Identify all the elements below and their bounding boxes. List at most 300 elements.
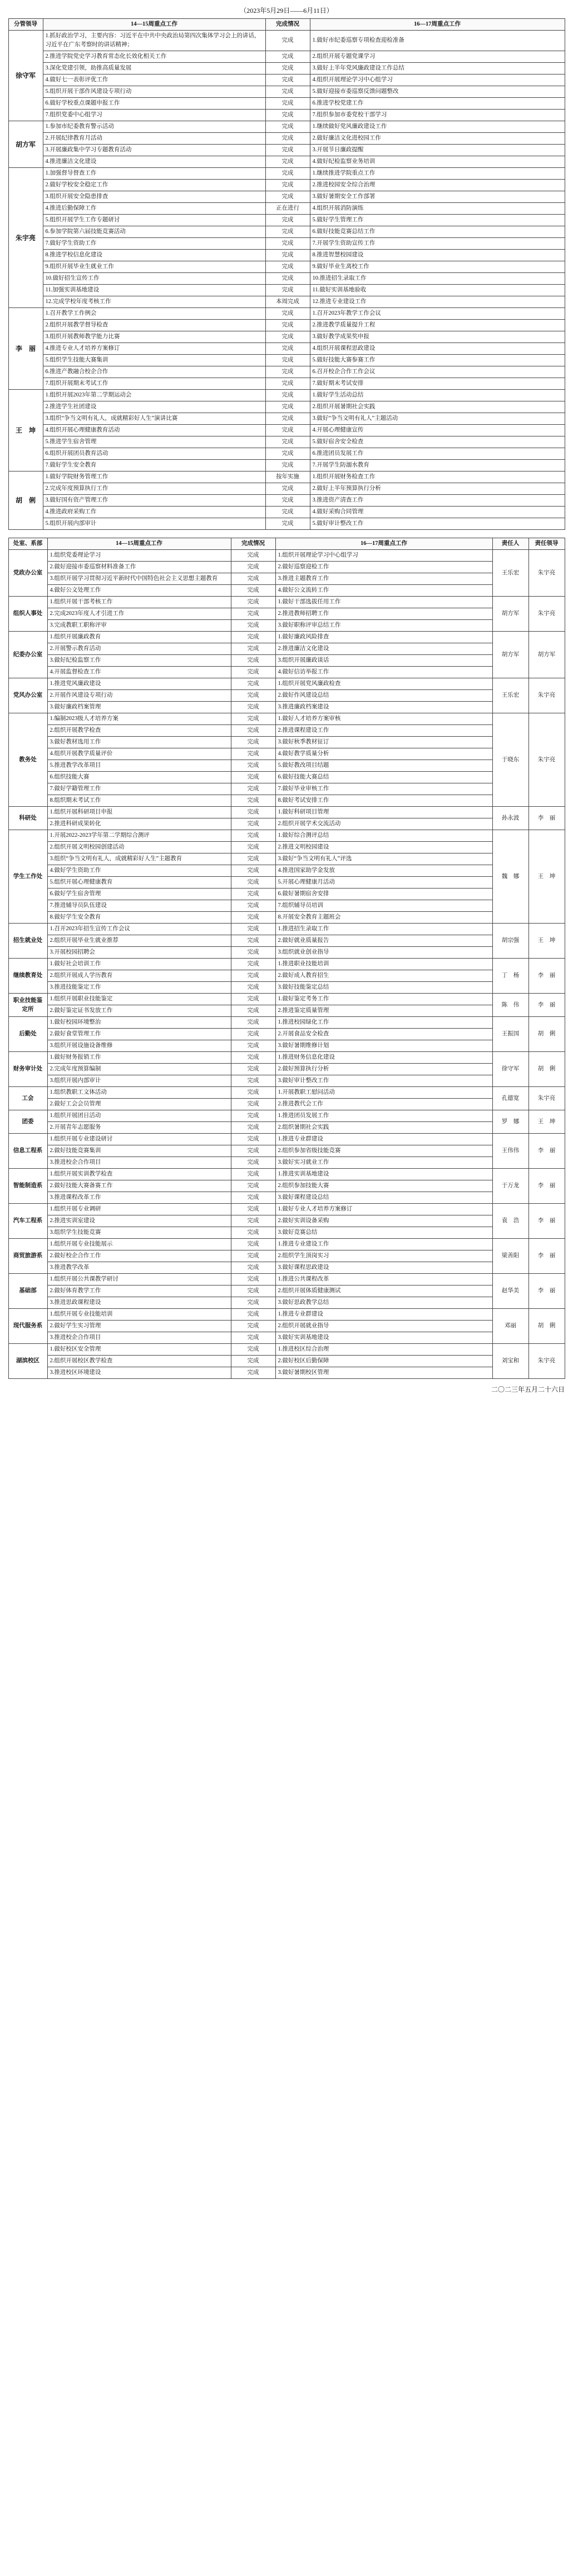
next-work: 2.做好作风建设总结 bbox=[275, 690, 492, 702]
leader-row bbox=[8, 320, 565, 331]
status: 完成 bbox=[265, 401, 310, 413]
status: 本周完成 bbox=[265, 296, 310, 308]
status: 正在进行 bbox=[265, 203, 310, 215]
next-work: 5.做好迎接市委巡察反馈问题整改 bbox=[310, 86, 565, 98]
current-work: 1.组织教职工文体活动 bbox=[47, 1087, 231, 1099]
status: 完成 bbox=[231, 877, 275, 889]
leader-row bbox=[8, 425, 565, 436]
next-work: 3.推进资产清查工作 bbox=[310, 495, 565, 507]
responsible-person: 于万龙 bbox=[492, 1169, 528, 1204]
current-work: 1.组织党委理论学习 bbox=[47, 550, 231, 562]
responsible-leader: 李 丽 bbox=[528, 994, 565, 1017]
leader-name: 胡方军 bbox=[8, 121, 43, 168]
status: 完成 bbox=[231, 959, 275, 970]
current-work: 1.参加市纪委教育警示活动 bbox=[43, 121, 265, 133]
current-work: 1.组织开展团日活动 bbox=[47, 1110, 231, 1122]
dept-row bbox=[8, 783, 565, 795]
next-work: 3.做好实训基地建设 bbox=[275, 1332, 492, 1344]
status: 完成 bbox=[231, 562, 275, 573]
next-work: 5.做好审计整改工作 bbox=[310, 518, 565, 530]
status: 完成 bbox=[231, 842, 275, 853]
dept-row bbox=[8, 690, 565, 702]
next-work: 6.做好暑期宿舍安排 bbox=[275, 889, 492, 900]
current-work: 2.组织开展文明校园创建活动 bbox=[47, 842, 231, 853]
next-work: 3.做好审计整改工作 bbox=[275, 1075, 492, 1087]
next-work: 3.开展节日廉政提醒 bbox=[310, 145, 565, 156]
dept-name: 后勤处 bbox=[8, 1017, 47, 1052]
status: 完成 bbox=[265, 156, 310, 168]
current-work: 1.做好校区安全管理 bbox=[47, 1344, 231, 1356]
next-work: 4.做好信访举报工作 bbox=[275, 667, 492, 678]
responsible-leader: 李 丽 bbox=[528, 959, 565, 994]
date-range: （2023年5月29日——6月11日） bbox=[240, 7, 333, 14]
responsible-leader: 李 丽 bbox=[528, 1204, 565, 1239]
status: 完成 bbox=[265, 495, 310, 507]
next-work: 1.开展教职工慰问活动 bbox=[275, 1087, 492, 1099]
dept-row bbox=[8, 713, 565, 725]
current-work: 2.做好技能大赛备赛工作 bbox=[47, 1180, 231, 1192]
status: 完成 bbox=[265, 63, 310, 75]
current-work: 4.推进廉洁文化建设 bbox=[43, 156, 265, 168]
status: 完成 bbox=[231, 1321, 275, 1332]
current-work: 3.做好国有资产管理工作 bbox=[43, 495, 265, 507]
status: 完成 bbox=[231, 655, 275, 667]
next-work: 2.推进教学质量提升工程 bbox=[310, 320, 565, 331]
next-work: 2.推进校园安全综合治理 bbox=[310, 180, 565, 191]
next-work: 2.做好巡察迎检工作 bbox=[275, 562, 492, 573]
current-work: 5.组织开展干部作风建设专项行动 bbox=[43, 86, 265, 98]
leader-row bbox=[8, 343, 565, 355]
dept-row bbox=[8, 1321, 565, 1332]
next-work: 11.做好实训基地验收 bbox=[310, 285, 565, 296]
dept-name: 财务审计处 bbox=[8, 1052, 47, 1087]
status: 完成 bbox=[231, 924, 275, 935]
current-work: 2.组织开展教学检查 bbox=[47, 725, 231, 737]
status: 完成 bbox=[231, 935, 275, 947]
next-work: 7.开展学生防溺水教育 bbox=[310, 460, 565, 471]
status: 完成 bbox=[231, 760, 275, 772]
next-work: 4.组织开展理论学习中心组学习 bbox=[310, 75, 565, 86]
responsible-person: 孔德宽 bbox=[492, 1087, 528, 1110]
current-work: 2.推进实训室建设 bbox=[47, 1215, 231, 1227]
next-work: 2.组织开展就业指导 bbox=[275, 1321, 492, 1332]
next-work: 7.组织辅导员培训 bbox=[275, 900, 492, 912]
dept-row bbox=[8, 1087, 565, 1099]
current-work: 2.完成年度预算编制 bbox=[47, 1064, 231, 1075]
next-work: 2.做好廉洁文化进校园工作 bbox=[310, 133, 565, 145]
status: 完成 bbox=[231, 1134, 275, 1145]
header-dept: 处室、系部 bbox=[8, 538, 47, 550]
status: 完成 bbox=[265, 133, 310, 145]
responsible-leader: 朱宇亮 bbox=[528, 1344, 565, 1379]
header-next-work: 16—17周重点工作 bbox=[310, 19, 565, 31]
next-work: 5.做好教改项目结题 bbox=[275, 760, 492, 772]
leaders-header-row bbox=[8, 19, 565, 31]
dept-row bbox=[8, 935, 565, 947]
next-work: 2.做好校区后勤保障 bbox=[275, 1356, 492, 1367]
current-work: 1.召开教学工作例会 bbox=[43, 308, 265, 320]
current-work: 5.组织开展内部审计 bbox=[43, 518, 265, 530]
status: 完成 bbox=[231, 1239, 275, 1250]
next-work: 2.组织参加技能大赛 bbox=[275, 1180, 492, 1192]
dept-row bbox=[8, 1052, 565, 1064]
next-work: 8.推进智慧校园建设 bbox=[310, 250, 565, 261]
next-work: 3.做好“争当文明有礼人”主题活动 bbox=[310, 413, 565, 425]
current-work: 2.做好校企合作工作 bbox=[47, 1250, 231, 1262]
status: 完成 bbox=[231, 737, 275, 748]
next-work: 2.推进教代会工作 bbox=[275, 1099, 492, 1110]
dept-row bbox=[8, 807, 565, 818]
next-work: 1.做好专业人才培养方案修订 bbox=[275, 1204, 492, 1215]
current-work: 3.推进技能鉴定工作 bbox=[47, 982, 231, 994]
next-work: 2.推进教师招聘工作 bbox=[275, 608, 492, 620]
dept-row bbox=[8, 1040, 565, 1052]
status: 完成 bbox=[265, 285, 310, 296]
current-work: 3.做好廉政档案管理 bbox=[47, 702, 231, 713]
next-work: 3.推进主题教育工作 bbox=[275, 573, 492, 585]
status: 完成 bbox=[231, 1169, 275, 1180]
current-work: 3.推进思政课程建设 bbox=[47, 1297, 231, 1309]
dept-name: 信息工程系 bbox=[8, 1134, 47, 1169]
leader-row bbox=[8, 168, 565, 180]
next-work: 1.做好鉴定考务工作 bbox=[275, 994, 492, 1005]
next-work: 2.组织开展专题党课学习 bbox=[310, 51, 565, 63]
dept-row bbox=[8, 1134, 565, 1145]
leader-row bbox=[8, 507, 565, 518]
status: 完成 bbox=[231, 678, 275, 690]
departments-table bbox=[8, 538, 565, 1379]
current-work: 2.推进学生社团建设 bbox=[43, 401, 265, 413]
status: 完成 bbox=[231, 585, 275, 597]
status: 完成 bbox=[231, 702, 275, 713]
next-work: 2.做好上半年预算执行分析 bbox=[310, 483, 565, 495]
dept-row bbox=[8, 924, 565, 935]
depts-body bbox=[8, 550, 565, 1379]
current-work: 7.推进辅导员队伍建设 bbox=[47, 900, 231, 912]
dept-row bbox=[8, 1262, 565, 1274]
dept-row bbox=[8, 1239, 565, 1250]
status: 完成 bbox=[231, 608, 275, 620]
responsible-person: 袁 浩 bbox=[492, 1204, 528, 1239]
status: 完成 bbox=[231, 1344, 275, 1356]
next-work: 4.做好采购合同管理 bbox=[310, 507, 565, 518]
status: 完成 bbox=[265, 378, 310, 390]
status: 完成 bbox=[231, 643, 275, 655]
dept-row bbox=[8, 865, 565, 877]
dept-row bbox=[8, 947, 565, 959]
dept-name: 智能制造系 bbox=[8, 1169, 47, 1204]
status: 完成 bbox=[231, 1180, 275, 1192]
current-work: 4.开展监督检查工作 bbox=[47, 667, 231, 678]
next-work: 7.做好期末考试安排 bbox=[310, 378, 565, 390]
responsible-person: 梁善阳 bbox=[492, 1239, 528, 1274]
next-work: 1.推进校区综合治理 bbox=[275, 1344, 492, 1356]
responsible-leader: 王 坤 bbox=[528, 1110, 565, 1134]
status: 完成 bbox=[265, 320, 310, 331]
dept-name: 科研处 bbox=[8, 807, 47, 830]
responsible-leader: 朱宇亮 bbox=[528, 550, 565, 597]
dept-row bbox=[8, 1005, 565, 1017]
responsible-leader: 胡方军 bbox=[528, 632, 565, 678]
leader-row bbox=[8, 273, 565, 285]
leaders-body bbox=[8, 31, 565, 530]
current-work: 2.开展作风建设专项行动 bbox=[47, 690, 231, 702]
dept-row bbox=[8, 1332, 565, 1344]
responsible-leader: 朱宇亮 bbox=[528, 678, 565, 713]
dept-row bbox=[8, 970, 565, 982]
dept-row bbox=[8, 585, 565, 597]
current-work: 1.做好校园环境整治 bbox=[47, 1017, 231, 1029]
dept-row bbox=[8, 1110, 565, 1122]
next-work: 4.做好教学质量分析 bbox=[275, 748, 492, 760]
status: 完成 bbox=[265, 250, 310, 261]
current-work: 7.组织开展期末考试工作 bbox=[43, 378, 265, 390]
next-work: 2.组织开展学术交流活动 bbox=[275, 818, 492, 830]
leader-row bbox=[8, 63, 565, 75]
status: 完成 bbox=[265, 145, 310, 156]
next-work: 4.推进国家助学金发放 bbox=[275, 865, 492, 877]
leader-row bbox=[8, 355, 565, 366]
next-work: 4.做好公文流转工作 bbox=[275, 585, 492, 597]
leader-row bbox=[8, 390, 565, 401]
status: 完成 bbox=[231, 818, 275, 830]
responsible-person: 王乐宏 bbox=[492, 550, 528, 597]
dept-row bbox=[8, 573, 565, 585]
leader-row bbox=[8, 110, 565, 121]
current-work: 6.组织开展团员教育活动 bbox=[43, 448, 265, 460]
next-work: 2.组织暑期社会实践 bbox=[275, 1122, 492, 1134]
current-work: 8.做好学生安全教育 bbox=[47, 912, 231, 924]
status: 完成 bbox=[231, 1005, 275, 1017]
next-work: 5.做好技能大赛参赛工作 bbox=[310, 355, 565, 366]
current-work: 4.做好公文处理工作 bbox=[47, 585, 231, 597]
responsible-leader: 朱宇亮 bbox=[528, 1087, 565, 1110]
header-person: 责任人 bbox=[492, 538, 528, 550]
current-work: 4.做好七一表彰评优工作 bbox=[43, 75, 265, 86]
next-work: 2.组织学生顶岗实习 bbox=[275, 1250, 492, 1262]
depts-header-row bbox=[8, 538, 565, 550]
header-leader: 分管领导 bbox=[8, 19, 43, 31]
status: 完成 bbox=[231, 912, 275, 924]
dept-name: 党政办公室 bbox=[8, 550, 47, 597]
dept-row bbox=[8, 1227, 565, 1239]
status: 完成 bbox=[231, 1215, 275, 1227]
current-work: 4.做好学生资助工作 bbox=[47, 865, 231, 877]
dept-row bbox=[8, 1344, 565, 1356]
next-work: 1.推进职业技能培训 bbox=[275, 959, 492, 970]
status: 完成 bbox=[231, 783, 275, 795]
current-work: 3.做好纪检监察工作 bbox=[47, 655, 231, 667]
status: 完成 bbox=[265, 238, 310, 250]
leader-row bbox=[8, 460, 565, 471]
next-work: 1.做好廉政风险排查 bbox=[275, 632, 492, 643]
current-work: 3.做好教材选用工作 bbox=[47, 737, 231, 748]
leaders-table bbox=[8, 18, 565, 530]
dept-row bbox=[8, 959, 565, 970]
current-work: 1.组织开展专业建设研讨 bbox=[47, 1134, 231, 1145]
current-work: 5.推进学生宿舍管理 bbox=[43, 436, 265, 448]
next-work: 8.做好考试安排工作 bbox=[275, 795, 492, 807]
leader-row bbox=[8, 203, 565, 215]
current-work: 2.组织开展教学督导检查 bbox=[43, 320, 265, 331]
current-work: 5.组织开展心理健康教育 bbox=[47, 877, 231, 889]
next-work: 3.做好暑期校区管理 bbox=[275, 1367, 492, 1379]
dept-row bbox=[8, 1145, 565, 1157]
leader-row bbox=[8, 215, 565, 226]
status: 完成 bbox=[231, 690, 275, 702]
status: 完成 bbox=[265, 518, 310, 530]
next-work: 2.组织开展体质健康测试 bbox=[275, 1285, 492, 1297]
next-work: 2.组织参加省级技能竞赛 bbox=[275, 1145, 492, 1157]
status: 完成 bbox=[265, 86, 310, 98]
current-work: 2.开展纪律教育月活动 bbox=[43, 133, 265, 145]
next-work: 1.召开2023年教学工作会议 bbox=[310, 308, 565, 320]
responsible-leader: 王 坤 bbox=[528, 924, 565, 959]
header-next-work: 16—17周重点工作 bbox=[275, 538, 492, 550]
next-work: 4.做好纪检监察业务培训 bbox=[310, 156, 565, 168]
dept-row bbox=[8, 562, 565, 573]
next-work: 2.推进鉴定质量管理 bbox=[275, 1005, 492, 1017]
next-work: 1.推进专业群建设 bbox=[275, 1309, 492, 1321]
status: 完成 bbox=[231, 1145, 275, 1157]
dept-row bbox=[8, 1356, 565, 1367]
current-work: 1.组织开展公共课教学研讨 bbox=[47, 1274, 231, 1285]
next-work: 4.组织开展课程思政建设 bbox=[310, 343, 565, 355]
current-work: 6.做好学生宿舍管理 bbox=[47, 889, 231, 900]
dept-row bbox=[8, 1064, 565, 1075]
status: 完成 bbox=[265, 215, 310, 226]
dept-row bbox=[8, 725, 565, 737]
leader-row bbox=[8, 483, 565, 495]
leader-row bbox=[8, 308, 565, 320]
leader-row bbox=[8, 31, 565, 51]
next-work: 2.做好就业质量报告 bbox=[275, 935, 492, 947]
leader-row bbox=[8, 156, 565, 168]
status: 完成 bbox=[231, 713, 275, 725]
status: 完成 bbox=[231, 1017, 275, 1029]
responsible-person: 陈 伟 bbox=[492, 994, 528, 1017]
next-work: 2.做好预算执行分析 bbox=[275, 1064, 492, 1075]
status: 完成 bbox=[231, 1122, 275, 1134]
dept-row bbox=[8, 912, 565, 924]
dept-row bbox=[8, 795, 565, 807]
responsible-leader: 李 丽 bbox=[528, 807, 565, 830]
next-work: 2.推进课程建设工作 bbox=[275, 725, 492, 737]
next-work: 3.做好实习就业工作 bbox=[275, 1157, 492, 1169]
dept-name: 汽车工程系 bbox=[8, 1204, 47, 1239]
status: 完成 bbox=[265, 436, 310, 448]
next-work: 4.组织开展消防演练 bbox=[310, 203, 565, 215]
next-work: 6.做好技能竞赛总结工作 bbox=[310, 226, 565, 238]
next-work: 5.开展心理健康月活动 bbox=[275, 877, 492, 889]
dept-row bbox=[8, 994, 565, 1005]
dept-row bbox=[8, 1099, 565, 1110]
status: 完成 bbox=[231, 748, 275, 760]
status: 完成 bbox=[231, 1227, 275, 1239]
current-work: 3.完成教职工职称评审 bbox=[47, 620, 231, 632]
current-work: 3.推进课程改革工作 bbox=[47, 1192, 231, 1204]
dept-row bbox=[8, 597, 565, 608]
dept-row bbox=[8, 655, 565, 667]
current-work: 3.深化党建引领，助推高质量发展 bbox=[43, 63, 265, 75]
leader-row bbox=[8, 378, 565, 390]
current-work: 6.推进产教融合校企合作 bbox=[43, 366, 265, 378]
current-work: 5.推进教学改革项目 bbox=[47, 760, 231, 772]
responsible-person: 徐守军 bbox=[492, 1052, 528, 1087]
next-work: 3.做好技能鉴定总结 bbox=[275, 982, 492, 994]
current-work: 1.组织开展专业技能培训 bbox=[47, 1309, 231, 1321]
current-work: 3.组织开展安全隐患排查 bbox=[43, 191, 265, 203]
leader-row bbox=[8, 226, 565, 238]
dept-row bbox=[8, 760, 565, 772]
status: 完成 bbox=[265, 390, 310, 401]
status: 完成 bbox=[231, 865, 275, 877]
dept-row bbox=[8, 678, 565, 690]
responsible-person: 胡宗强 bbox=[492, 924, 528, 959]
status: 完成 bbox=[231, 667, 275, 678]
responsible-leader: 李 丽 bbox=[528, 1239, 565, 1274]
next-work: 3.做好“争当文明有礼人”评选 bbox=[275, 853, 492, 865]
dept-row bbox=[8, 982, 565, 994]
status: 完成 bbox=[231, 620, 275, 632]
status: 完成 bbox=[231, 1040, 275, 1052]
responsible-person: 刘宝和 bbox=[492, 1344, 528, 1379]
leader-row bbox=[8, 86, 565, 98]
next-work: 3.组织开展廉政谈话 bbox=[275, 655, 492, 667]
leader-row bbox=[8, 413, 565, 425]
next-work: 1.推进校园绿化工作 bbox=[275, 1017, 492, 1029]
status: 完成 bbox=[231, 982, 275, 994]
leader-row bbox=[8, 191, 565, 203]
dept-row bbox=[8, 1204, 565, 1215]
status: 完成 bbox=[265, 366, 310, 378]
status: 完成 bbox=[265, 168, 310, 180]
next-work: 9.做好毕业生离校工作 bbox=[310, 261, 565, 273]
responsible-person: 王振国 bbox=[492, 1017, 528, 1052]
responsible-leader: 胡 俐 bbox=[528, 1052, 565, 1087]
next-work: 1.做好市纪委巡察专项检查迎检准备 bbox=[310, 31, 565, 51]
current-work: 2.组织开展毕业生就业推荐 bbox=[47, 935, 231, 947]
current-work: 1.抓好政治学习，主要内容：习近平在中共中央政治局第四次集体学习会上的讲话，习近平在广东考察时的讲话精神； bbox=[43, 31, 265, 51]
status: 完成 bbox=[265, 343, 310, 355]
current-work: 3.推进校企合作项目 bbox=[47, 1332, 231, 1344]
current-work: 3.组织开展设施设备维修 bbox=[47, 1040, 231, 1052]
responsible-leader: 李 丽 bbox=[528, 1169, 565, 1204]
dept-name: 教务处 bbox=[8, 713, 47, 807]
current-work: 2.完成年度预算执行工作 bbox=[43, 483, 265, 495]
dept-name: 现代服务系 bbox=[8, 1309, 47, 1344]
next-work: 1.做好学生活动总结 bbox=[310, 390, 565, 401]
header-status: 完成情况 bbox=[231, 538, 275, 550]
status: 完成 bbox=[265, 483, 310, 495]
next-work: 5.做好学生管理工作 bbox=[310, 215, 565, 226]
current-work: 1.推进党风廉政建设 bbox=[47, 678, 231, 690]
status: 完成 bbox=[265, 355, 310, 366]
responsible-leader: 胡 俐 bbox=[528, 1309, 565, 1344]
dept-row bbox=[8, 1274, 565, 1285]
current-work: 1.组织开展实训教学检查 bbox=[47, 1169, 231, 1180]
leader-row bbox=[8, 471, 565, 483]
responsible-person: 邓丽 bbox=[492, 1309, 528, 1344]
status: 完成 bbox=[231, 807, 275, 818]
dept-row bbox=[8, 1192, 565, 1204]
current-work: 1.组织开展廉政教育 bbox=[47, 632, 231, 643]
leader-row bbox=[8, 331, 565, 343]
current-work: 6.组织技能大赛 bbox=[47, 772, 231, 783]
dept-row bbox=[8, 1169, 565, 1180]
header-current-work: 14—15周重点工作 bbox=[47, 538, 231, 550]
leader-name: 李 丽 bbox=[8, 308, 43, 390]
